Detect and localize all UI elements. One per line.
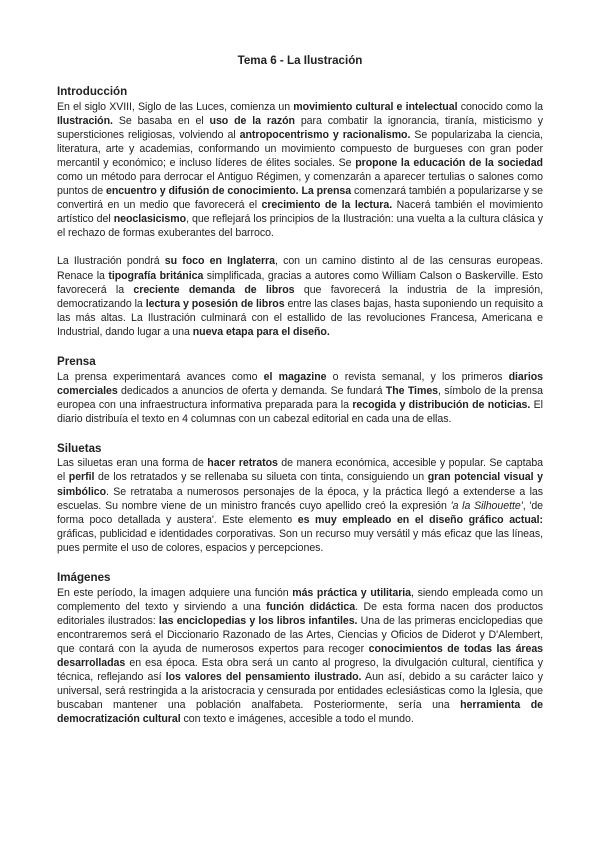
section-heading: Introducción [57,85,128,98]
text-run: que favorecerá la industria de la impresión, democratizando la [57,283,544,310]
text-run: , siendo empleada como un complemento del texto y sirviendo a una [57,586,544,613]
text-run: Se popularizaba la ciencia, literatura, arte y academias, conformando un movimiento compuesto de burgueses con gran poder mercantil y económico; e incluso líderes de élites sociales. Se [57,128,543,169]
bold-text: recogida y distribución de noticias. [352,398,531,411]
paragraph [57,370,543,426]
text-run: En el siglo XVIII, Siglo de las Luces, comienza un [57,100,294,113]
italic-text: 'a la Silhouette' [450,499,523,512]
bold-text: hacer retratos [207,457,278,470]
text-run: comenzará también a popularizarse y se convertirá en un medio que favorecerá el [57,185,543,212]
bold-text: La prensa [301,185,352,198]
bold-text: uso de la razón [209,114,295,127]
bold-text: más práctica y utilitaria [292,586,412,599]
paragraph [57,456,543,555]
bold-text: propone la educación de la sociedad [355,156,543,169]
bold-text: The Times [385,384,439,397]
text-run: Nacerá también el movimiento artístico del [57,199,543,226]
paragraph [57,100,543,241]
text-run: , 'de forma poco detallada y austera'. Este elemento [57,499,544,526]
page-title: Tema 6 - La Ilustración [237,54,363,67]
text-run: . De esta forma nacen dos productos editoriales ilustrados: [57,600,544,627]
bold-text: conocimientos de todas las áreas desarrolladas [57,642,544,669]
bold-text: movimiento cultural e intelectual [293,100,458,113]
text-run: , que reflejará los principios de la Ilustración: una vuelta a la cultura clásica y el rechazo de formas exuberantes del barroco. [57,213,543,240]
text-run: En este período, la imagen adquiere una función [57,586,293,599]
section-heading: Prensa [57,355,96,368]
text-run: conocido como la [457,100,543,113]
bold-text: función didáctica [266,600,356,613]
bold-text: neoclasicismo [113,213,187,226]
text-run: como un método para derrocar el Antiguo Régimen, y comenzarán a aparecer tertulias o salones como puntos de [57,170,543,198]
section-siluetas [57,442,543,555]
section-heading: Siluetas [57,441,102,455]
bold-text: crecimiento de la lectura. [261,199,393,212]
text-run: La Ilustración pondrá [57,255,165,268]
section-imagenes [57,571,543,726]
bold-text: el magazine [263,370,327,383]
bold-text: los valores del pensamiento ilustrado. [165,671,362,684]
section-heading: Imágenes [57,571,111,585]
bold-text: herramienta de democratización cultural [57,699,543,726]
bold-text: antropocentrismo y racionalismo. [239,128,411,141]
bold-text: nueva etapa para el diseño. [192,325,330,338]
bold-text: su foco en Inglaterra [164,255,275,268]
text-run: Las siluetas eran una forma de [57,457,208,470]
text-run: . Se retrataba a numerosos personajes de la época, y la práctica llegó a extenderse a las escuelas. Su nombre viene de un ministro francés cuyo apellido creó la expresión [57,485,543,512]
bold-text: diarios comerciales [57,370,543,397]
text-run: gráficas, publicidad e identidades corporativas. Son un recurso muy versátil y más eficaz que las líneas, pues permite el uso de colores, espacios y percepciones. [57,527,543,554]
text-run: o revista semanal, y los primeros [326,370,509,383]
bold-text: las enciclopedias y los libros infantiles. [158,614,358,627]
paragraph [57,586,543,727]
text-run: Se basaba en el [112,114,210,127]
section-introduccion [57,85,543,339]
document-body [57,85,543,726]
bold-text: es muy empleado en el diseño gráfico actual: [297,513,543,526]
bold-text: Ilustración. [57,114,113,127]
text-run: , con un camino distinto al de las censuras europeas. Renace la [57,255,543,282]
bold-text: tipografía británica [108,269,204,282]
text-run: dedicados a anuncios de oferta y demanda. Se fundará [117,384,386,397]
bold-text: lectura y posesión de libros [145,297,285,310]
bold-text: perfil [68,471,95,484]
bold-text: gran potencial visual y simbólico [57,471,543,498]
text-run: , símbolo de la prensa europea con una infraestructura informativa preparada para la [57,384,543,411]
text-run: de los retratados y se rellenaba su silueta con tinta, consiguiendo un [94,471,428,484]
text-run: en esa época. Esta obra será un canto al progreso, la divulgación cultural, científica y técnica, reflejando así [57,657,543,684]
text-run: El diario distribuía el texto en 4 columnas con un cabezal editorial en cada una de ellas. [57,398,543,425]
bold-text: creciente demanda de libros [133,283,295,296]
text-run: La prensa experimentará avances como [57,370,264,383]
text-run: Aun así, debido a su carácter laico y universal, será restringida a la aristocracia y censurada por entidades eclesiásticas como la Iglesia, que buscaban mantener una población analfabeta. Posteriormente, sería una [57,671,544,712]
text-run: de manera económica, accesible y popular. Se captaba el [57,457,544,484]
text-run: entre las clases bajas, hasta suponiendo un requisito a las más altas. La Ilustración culminará con el estallido de las revoluciones Francesa, Americana e Industrial, dando lugar a una [57,297,544,338]
text-run: Una de las primeras enciclopedias que encontraremos será el Diccionario Razonado de las Artes, Ciencias y Oficios de Diderot y D'Alembert, que contará con la ayuda de numerosos expertos para recoger [57,614,543,655]
text-run: simplificada, gracias a autores como William Calson o Baskerville. Esto favorecerá la [57,269,543,296]
section-prensa [57,355,543,426]
paragraph [57,254,543,339]
bold-text: encuentro y difusión de conocimiento. [106,185,299,198]
text-run: para combatir la ignorancia, tiranía, misticismo y supersticiones religiosas, volviendo al [57,114,543,141]
text-run: con texto e imágenes, accesible a todo el mundo. [180,713,414,726]
